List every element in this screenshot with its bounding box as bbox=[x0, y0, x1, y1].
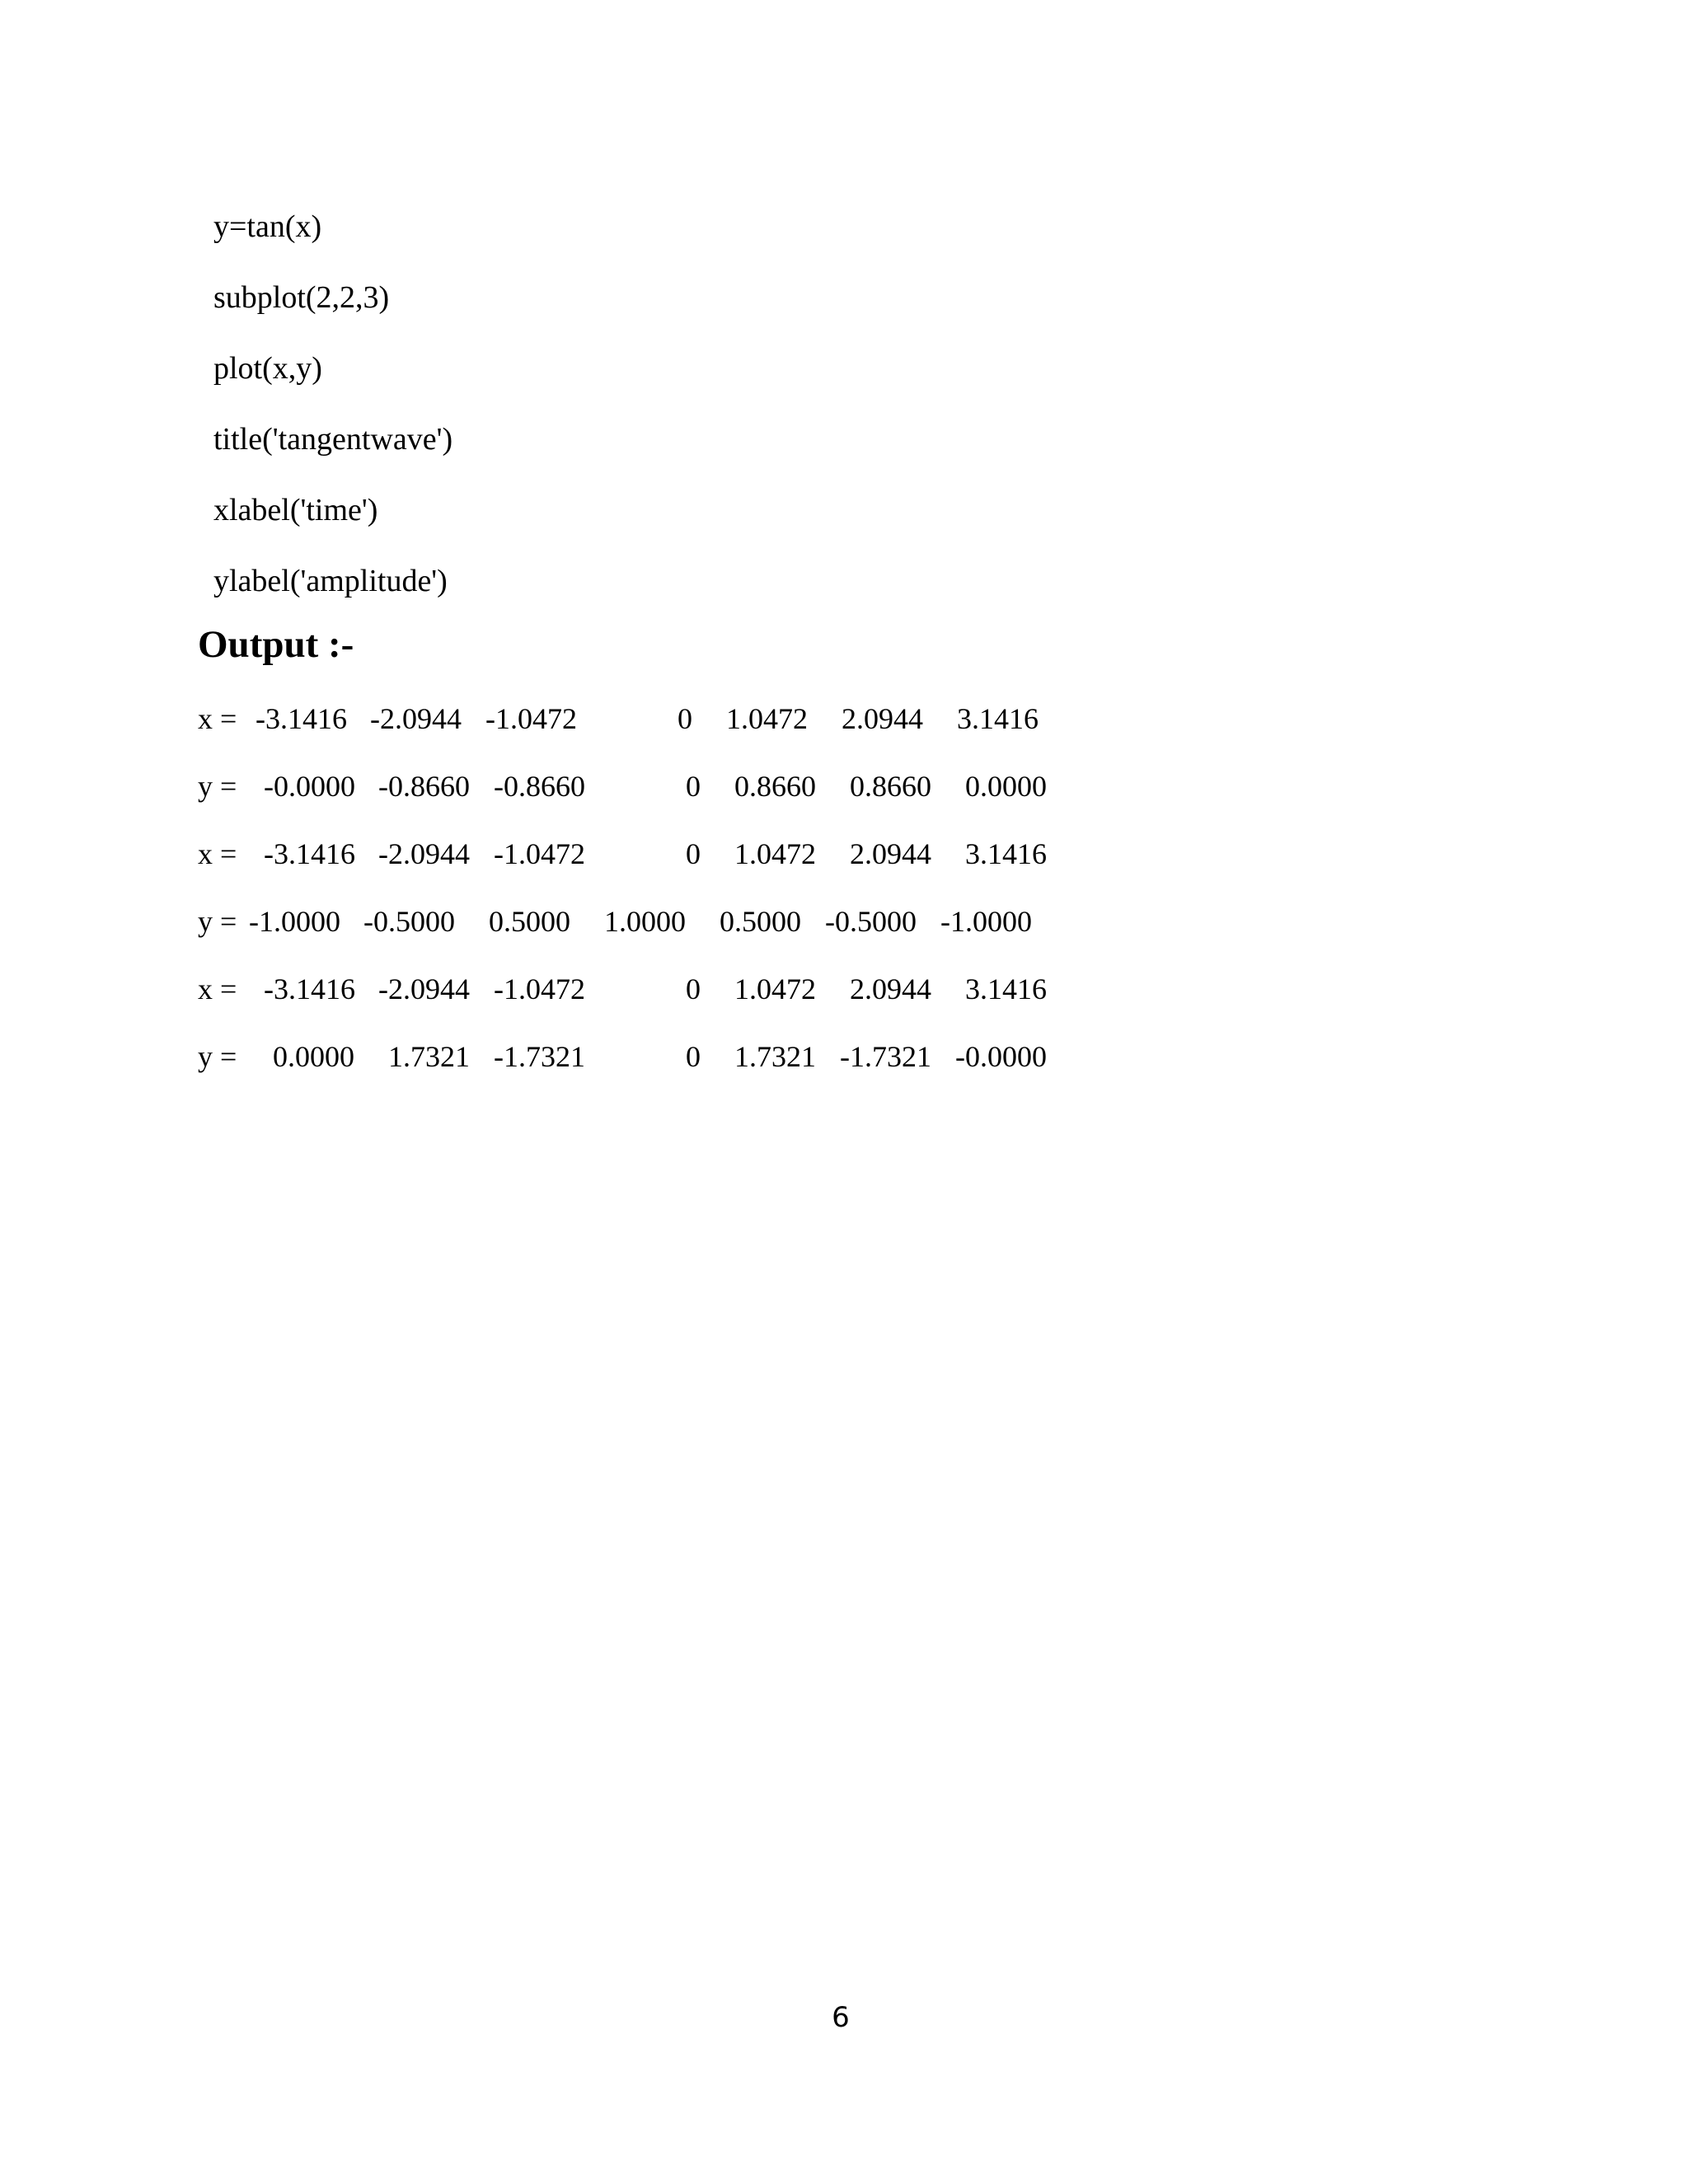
row-label: y = bbox=[198, 770, 252, 803]
value-cell: 1.0472 bbox=[734, 972, 816, 1005]
output-heading: Output :- bbox=[198, 623, 354, 666]
value-cell: -1.7321 bbox=[840, 1040, 931, 1073]
code-listing bbox=[213, 191, 452, 616]
value-cell: -0.0000 bbox=[955, 1040, 1047, 1073]
value-cell: 1.0472 bbox=[734, 837, 816, 870]
value-cell: 0 bbox=[686, 972, 701, 1005]
value-cell: -1.0472 bbox=[494, 837, 585, 870]
value-cell: -2.0944 bbox=[370, 702, 462, 735]
code-line: title('tangentwave') bbox=[213, 422, 453, 457]
output-row bbox=[198, 834, 1047, 902]
value-cell: 2.0944 bbox=[842, 702, 923, 735]
value-cell: 0.0000 bbox=[273, 1040, 354, 1073]
row-values bbox=[264, 766, 1047, 806]
value-cell: -3.1416 bbox=[264, 972, 355, 1005]
value-cell: -1.0000 bbox=[940, 905, 1032, 938]
value-cell: 0 bbox=[678, 702, 692, 735]
row-values bbox=[264, 1037, 1047, 1076]
row-values bbox=[256, 699, 1039, 738]
row-label: y = bbox=[198, 1040, 252, 1073]
row-label: x = bbox=[198, 837, 252, 870]
page-number: 6 bbox=[832, 2001, 850, 2034]
value-cell: 0 bbox=[686, 1040, 701, 1073]
value-cell: -3.1416 bbox=[256, 702, 347, 735]
value-cell: 0 bbox=[686, 770, 701, 803]
output-row bbox=[198, 699, 1047, 766]
value-cell: -1.0000 bbox=[249, 905, 340, 938]
output-row bbox=[198, 1037, 1047, 1104]
value-cell: -3.1416 bbox=[264, 837, 355, 870]
value-cell: -0.5000 bbox=[363, 905, 455, 938]
value-cell: -0.8660 bbox=[494, 770, 585, 803]
value-cell: -1.0472 bbox=[485, 702, 577, 735]
row-label: y = bbox=[198, 905, 245, 938]
output-row bbox=[198, 969, 1047, 1037]
code-line: y=tan(x) bbox=[213, 209, 322, 244]
value-cell: 3.1416 bbox=[957, 702, 1039, 735]
code-line: ylabel('amplitude') bbox=[213, 564, 448, 598]
value-cell: -0.5000 bbox=[825, 905, 917, 938]
value-cell: 0.0000 bbox=[965, 770, 1047, 803]
value-cell: 1.7321 bbox=[388, 1040, 470, 1073]
value-cell: -1.0472 bbox=[494, 972, 585, 1005]
value-cell: 2.0944 bbox=[850, 972, 931, 1005]
value-cell: 1.0000 bbox=[604, 905, 686, 938]
row-values bbox=[264, 834, 1047, 874]
value-cell: -0.0000 bbox=[264, 770, 355, 803]
output-row bbox=[198, 902, 1047, 969]
value-cell: 0.5000 bbox=[720, 905, 801, 938]
row-label: x = bbox=[198, 702, 245, 735]
row-label: x = bbox=[198, 972, 252, 1005]
value-cell: -2.0944 bbox=[378, 972, 470, 1005]
row-values bbox=[264, 969, 1047, 1009]
value-cell: 0.8660 bbox=[850, 770, 931, 803]
value-cell: 0.5000 bbox=[489, 905, 570, 938]
value-cell: -0.8660 bbox=[378, 770, 470, 803]
value-cell: 0 bbox=[686, 837, 701, 870]
value-cell: -1.7321 bbox=[494, 1040, 585, 1073]
value-cell: 0.8660 bbox=[734, 770, 816, 803]
code-line: subplot(2,2,3) bbox=[213, 280, 390, 315]
value-cell: 1.7321 bbox=[734, 1040, 816, 1073]
output-values bbox=[198, 699, 1047, 1104]
value-cell: -2.0944 bbox=[378, 837, 470, 870]
value-cell: 3.1416 bbox=[965, 972, 1047, 1005]
value-cell: 3.1416 bbox=[965, 837, 1047, 870]
code-line: xlabel('time') bbox=[213, 493, 378, 527]
output-row bbox=[198, 766, 1047, 834]
row-values bbox=[249, 902, 1032, 941]
code-line: plot(x,y) bbox=[213, 351, 322, 386]
value-cell: 1.0472 bbox=[726, 702, 808, 735]
value-cell: 2.0944 bbox=[850, 837, 931, 870]
